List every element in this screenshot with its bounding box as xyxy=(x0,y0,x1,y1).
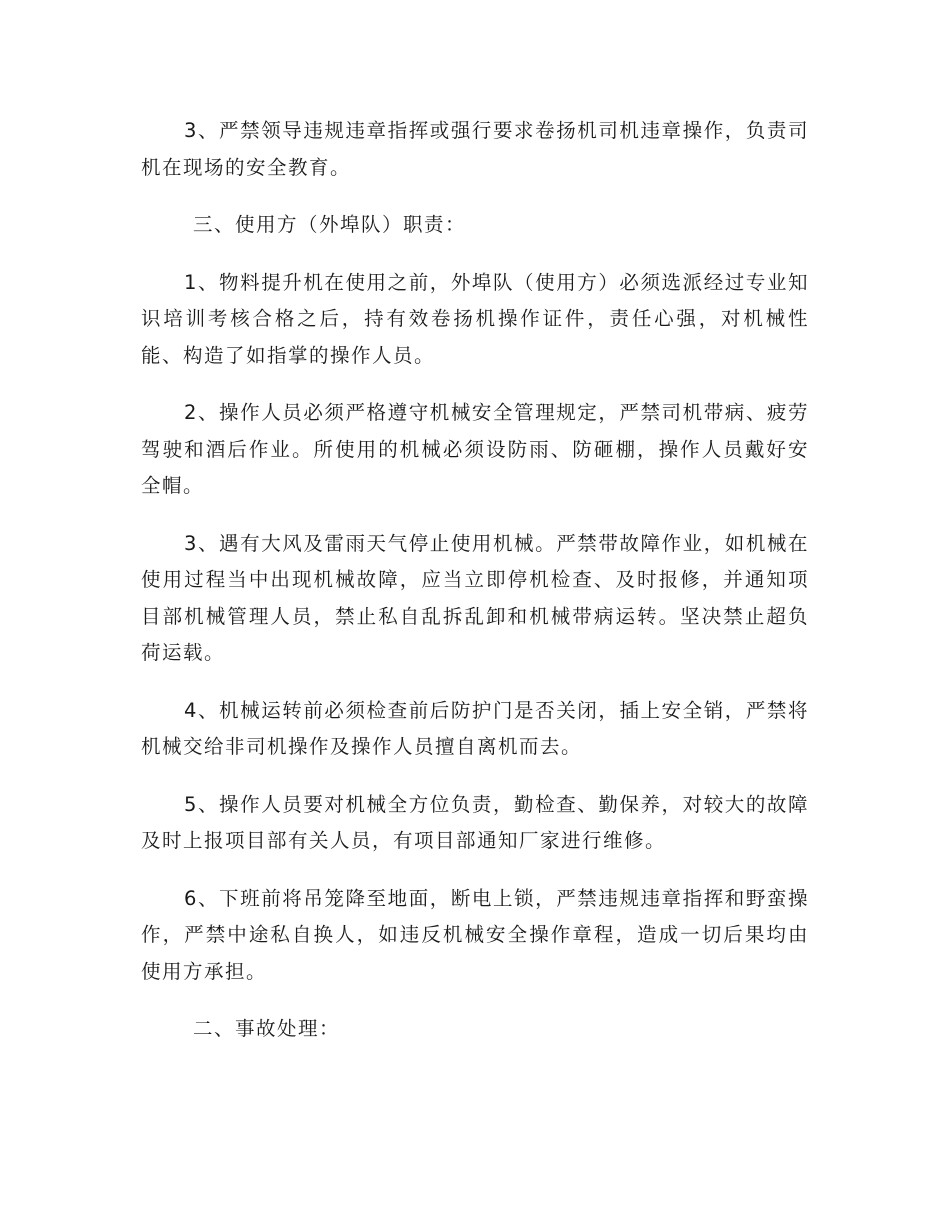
section-heading-user-duties: 三、使用方（外埠队）职责： xyxy=(193,213,467,236)
document-body xyxy=(141,113,809,1069)
paragraph-5: 4、机械运转前必须检查前后防护门是否关闭，插上安全销，严禁将机械交给非司机操作及操作人员擅自离机而去。 xyxy=(141,698,809,758)
paragraph-4: 3、遇有大风及雷雨天气停止使用机械。严禁带故障作业，如机械在使用过程当中出现机械故障，应当立即停机检查、及时报修，并通知项目部机械管理人员，禁止私自乱拆乱卸和机械带病运转。坚决禁止超负荷运载。 xyxy=(141,531,809,664)
section-heading-accident-handling: 二、事故处理： xyxy=(193,1017,341,1040)
paragraph-1: 3、严禁领导违规违章指挥或强行要求卷扬机司机违章操作，负责司机在现场的安全教育。 xyxy=(141,119,809,179)
paragraph-3: 2、操作人员必须严格遵守机械安全管理规定，严禁司机带病、疲劳驾驶和酒后作业。所使用的机械必须设防雨、防砸棚，操作人员戴好安全帽。 xyxy=(141,401,809,497)
paragraph-7: 6、下班前将吊笼降至地面，断电上锁，严禁违规违章指挥和野蛮操作，严禁中途私自换人，如违反机械安全操作章程，造成一切后果均由使用方承担。 xyxy=(141,886,809,983)
paragraph-2: 1、物料提升机在使用之前，外埠队（使用方）必须选派经过专业知识培训考核合格之后，持有效卷扬机操作证件，责任心强，对机械性能、构造了如指掌的操作人员。 xyxy=(141,270,809,367)
paragraph-6: 5、操作人员要对机械全方位负责，勤检查、勤保养，对较大的故障及时上报项目部有关人员，有项目部通知厂家进行维修。 xyxy=(141,792,809,852)
